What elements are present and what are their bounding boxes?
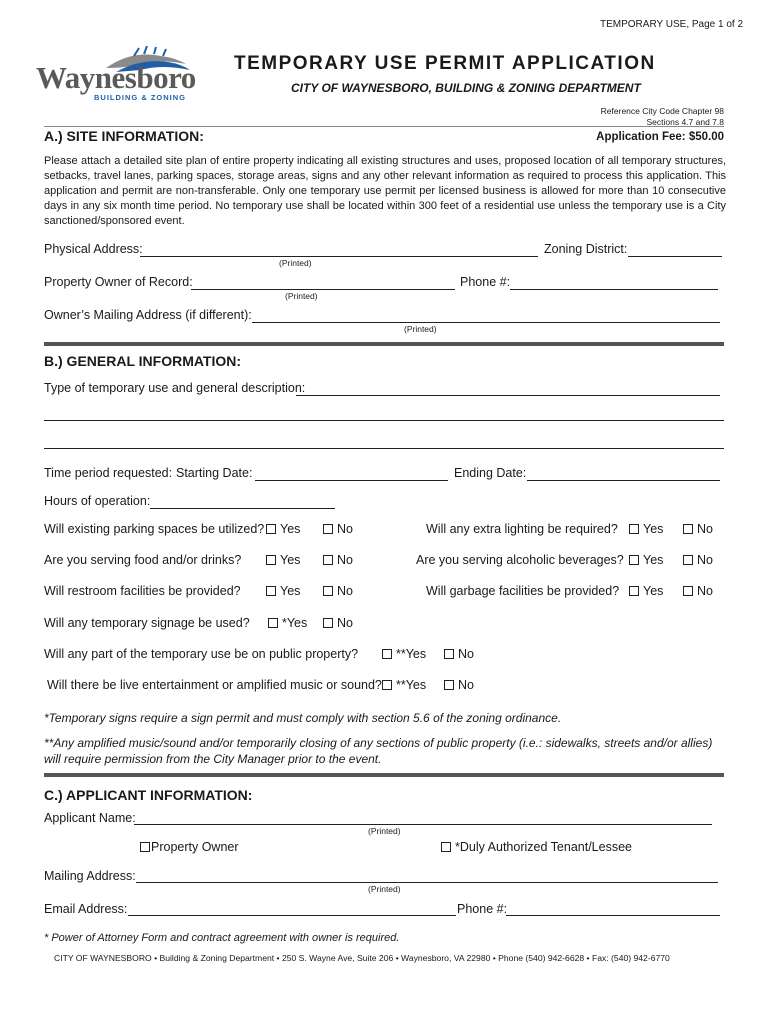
section-c-title: C.) APPLICANT INFORMATION: xyxy=(44,787,253,803)
checkbox-icon xyxy=(441,842,451,852)
zoning-district-label: Zoning District: xyxy=(544,242,628,256)
signage-yes-checkbox[interactable] xyxy=(268,616,307,630)
owner-mailing-address-label: Owner’s Mailing Address (if different): xyxy=(44,308,252,322)
garbage-question: Will garbage facilities be provided? xyxy=(426,584,620,598)
checkbox-icon xyxy=(266,586,276,596)
printed-hint: (Printed) xyxy=(404,324,437,334)
use-description-line-3[interactable] xyxy=(44,448,724,449)
ending-date-field[interactable] xyxy=(527,480,720,481)
use-description-field[interactable] xyxy=(296,395,720,396)
logo-tagline: BUILDING & ZONING xyxy=(94,93,186,102)
physical-address-field[interactable] xyxy=(140,256,538,257)
public-property-yes-checkbox[interactable] xyxy=(382,647,426,661)
option-label: Yes xyxy=(280,553,301,567)
use-description-line-2[interactable] xyxy=(44,420,724,421)
entertainment-question: Will there be live entertainment or amplified music or sound? xyxy=(47,678,382,692)
signage-question: Will any temporary signage be used? xyxy=(44,616,250,630)
option-label: No xyxy=(697,584,713,598)
checkbox-icon xyxy=(140,842,150,852)
restroom-no-checkbox[interactable] xyxy=(323,584,353,598)
option-label: Yes xyxy=(643,522,664,536)
checkbox-icon xyxy=(323,555,333,565)
code-reference xyxy=(560,106,724,128)
section-divider xyxy=(44,773,724,777)
lighting-question: Will any extra lighting be required? xyxy=(426,522,618,536)
checkbox-icon xyxy=(323,618,333,628)
ending-date-label: Ending Date: xyxy=(454,466,527,480)
food-yes-checkbox[interactable] xyxy=(266,553,300,567)
option-label: Property Owner xyxy=(151,840,239,854)
checkbox-icon xyxy=(268,618,278,628)
printed-hint: (Printed) xyxy=(285,291,318,301)
email-label: Email Address: xyxy=(44,902,128,916)
option-label: Yes xyxy=(643,584,664,598)
option-label: No xyxy=(337,616,353,630)
parking-question: Will existing parking spaces be utilized? xyxy=(44,522,265,536)
application-fee: Application Fee: $50.00 xyxy=(596,131,724,143)
sign-permit-note: *Temporary signs require a sign permit and must comply with section 5.6 of the zoning ordinance. xyxy=(44,711,562,725)
checkbox-icon xyxy=(683,555,693,565)
owner-phone-field[interactable] xyxy=(510,289,718,290)
applicant-phone-label: Phone #: xyxy=(457,902,508,916)
site-plan-instructions: Please attach a detailed site plan of entire property indicating all existing structures and uses, proposed location of all temporary structures, setbacks, travel lanes, parking spaces, storage areas, signs and any other relevant information as required to process this application. This application and permit are non-transferable. Only one temporary use permit per licensed business is allowed for more than 10 consecutive days in any six month time period. No temporary use shall be located within 300 feet of a residential use unless the temporary use is a City sanctioned/sponsored event. xyxy=(44,155,726,227)
applicant-mailing-address-field[interactable] xyxy=(136,882,718,883)
checkbox-icon xyxy=(683,524,693,534)
time-period-label: Time period requested: xyxy=(44,466,173,480)
applicant-name-field[interactable] xyxy=(134,824,712,825)
food-question: Are you serving food and/or drinks? xyxy=(44,553,242,567)
restroom-yes-checkbox[interactable] xyxy=(266,584,300,598)
power-of-attorney-note: * Power of Attorney Form and contract agreement with owner is required. xyxy=(44,932,400,944)
owner-phone-label: Phone #: xyxy=(460,275,511,289)
reference-line-2: Sections 4.7 and 7.8 xyxy=(646,117,724,127)
option-label: No xyxy=(458,678,474,692)
garbage-no-checkbox[interactable] xyxy=(683,584,713,598)
printed-hint: (Printed) xyxy=(368,826,401,836)
option-label: No xyxy=(697,522,713,536)
parking-yes-checkbox[interactable] xyxy=(266,522,300,536)
checkbox-icon xyxy=(266,524,276,534)
starting-date-field[interactable] xyxy=(255,480,448,481)
applicant-name-label: Applicant Name: xyxy=(44,811,136,825)
form-title: TEMPORARY USE PERMIT APPLICATION xyxy=(234,53,656,74)
entertainment-yes-checkbox[interactable] xyxy=(382,678,426,692)
waynesboro-logo xyxy=(36,46,201,106)
alcohol-question: Are you serving alcoholic beverages? xyxy=(416,553,624,567)
section-a-title: A.) SITE INFORMATION: xyxy=(44,128,204,144)
section-b-title: B.) GENERAL INFORMATION: xyxy=(44,353,242,369)
checkbox-icon xyxy=(266,555,276,565)
owner-mailing-address-field[interactable] xyxy=(252,322,720,323)
hours-field[interactable] xyxy=(150,508,335,509)
checkbox-icon xyxy=(629,586,639,596)
lighting-yes-checkbox[interactable] xyxy=(629,522,663,536)
restroom-question: Will restroom facilities be provided? xyxy=(44,584,241,598)
printed-hint: (Printed) xyxy=(368,884,401,894)
zoning-district-field[interactable] xyxy=(628,256,722,257)
option-label: Yes xyxy=(280,584,301,598)
section-divider xyxy=(44,342,724,346)
checkbox-icon xyxy=(382,649,392,659)
option-label: Yes xyxy=(643,553,664,567)
option-label: No xyxy=(458,647,474,661)
email-field[interactable] xyxy=(128,915,456,916)
property-owner-checkbox[interactable] xyxy=(140,840,239,854)
reference-line-1: Reference City Code Chapter 98 xyxy=(600,106,724,116)
checkbox-icon xyxy=(629,524,639,534)
garbage-yes-checkbox[interactable] xyxy=(629,584,663,598)
footer-contact: CITY OF WAYNESBORO • Building & Zoning Department • 250 S. Wayne Ave, Suite 206 • Waynesboro, VA 22980 • Phone (540) 942-6628 • Fax: (540) 942-6770 xyxy=(54,953,670,963)
lighting-no-checkbox[interactable] xyxy=(683,522,713,536)
form-subtitle: CITY OF WAYNESBORO, BUILDING & ZONING DEPARTMENT xyxy=(291,81,641,95)
amplified-music-note: **Any amplified music/sound and/or temporarily closing of any sections of public property (i.e.: sidewalks, streets and/or allies) will require permission from the City Manager prior to the event. xyxy=(44,736,713,766)
checkbox-icon xyxy=(444,680,454,690)
option-label: No xyxy=(337,584,353,598)
entertainment-no-checkbox[interactable] xyxy=(444,678,474,692)
option-label: No xyxy=(697,553,713,567)
option-label: Yes xyxy=(280,522,301,536)
hours-label: Hours of operation: xyxy=(44,494,151,508)
logo-wordmark: Waynesboro xyxy=(36,60,196,95)
option-label: *Duly Authorized Tenant/Lessee xyxy=(455,840,632,854)
alcohol-no-checkbox[interactable] xyxy=(683,553,713,567)
applicant-phone-field[interactable] xyxy=(506,915,720,916)
applicant-mailing-address-label: Mailing Address: xyxy=(44,869,136,883)
alcohol-yes-checkbox[interactable] xyxy=(629,553,663,567)
option-label: *Yes xyxy=(282,616,308,630)
public-property-no-checkbox[interactable] xyxy=(444,647,474,661)
checkbox-icon xyxy=(444,649,454,659)
header-rule xyxy=(44,126,724,127)
checkbox-icon xyxy=(683,586,693,596)
checkbox-icon xyxy=(629,555,639,565)
tenant-checkbox[interactable] xyxy=(441,840,632,854)
use-description-label: Type of temporary use and general description: xyxy=(44,381,306,395)
food-no-checkbox[interactable] xyxy=(323,553,353,567)
checkbox-icon xyxy=(323,586,333,596)
physical-address-label: Physical Address: xyxy=(44,242,143,256)
page-label: TEMPORARY USE, Page 1 of 2 xyxy=(600,19,744,30)
property-owner-field[interactable] xyxy=(191,289,455,290)
starting-date-label: Starting Date: xyxy=(176,466,253,480)
checkbox-icon xyxy=(323,524,333,534)
signage-no-checkbox[interactable] xyxy=(323,616,353,630)
checkbox-icon xyxy=(382,680,392,690)
option-label: No xyxy=(337,553,353,567)
option-label: **Yes xyxy=(396,647,427,661)
parking-no-checkbox[interactable] xyxy=(323,522,353,536)
public-property-question: Will any part of the temporary use be on public property? xyxy=(44,647,359,661)
option-label: No xyxy=(337,522,353,536)
printed-hint: (Printed) xyxy=(279,258,312,268)
option-label: **Yes xyxy=(396,678,427,692)
property-owner-label: Property Owner of Record: xyxy=(44,275,193,289)
